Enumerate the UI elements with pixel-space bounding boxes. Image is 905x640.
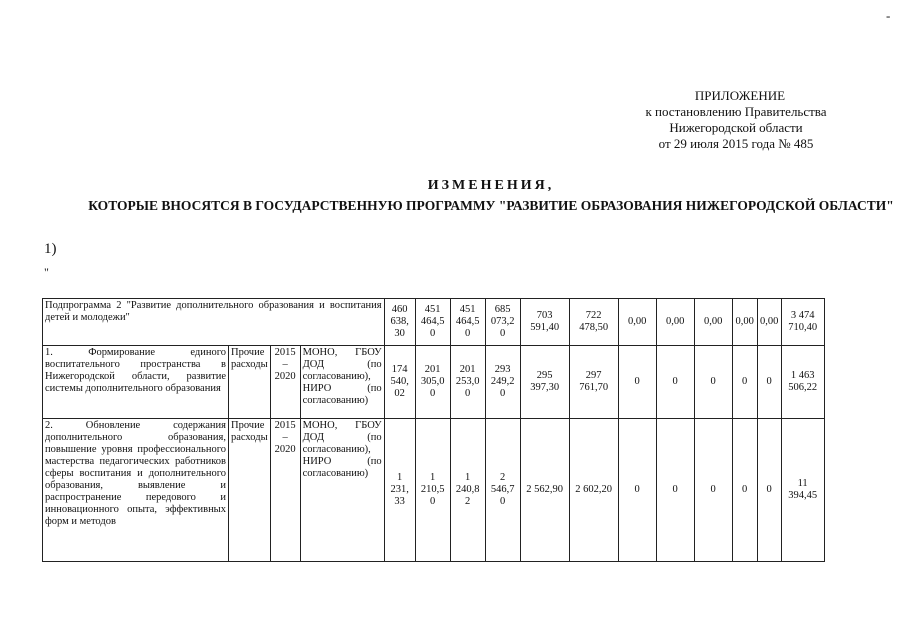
expense-type: Прочие расходы bbox=[229, 346, 271, 419]
value-cell: 0,00 bbox=[694, 299, 732, 346]
value-cell: 201 253,0 0 bbox=[450, 346, 485, 419]
expense-type: Прочие расходы bbox=[229, 419, 271, 562]
value-cell: 685 073,2 0 bbox=[485, 299, 520, 346]
value-cell: 295 397,30 bbox=[520, 346, 569, 419]
value-cell: 0 bbox=[757, 346, 781, 419]
value-cell: 451 464,5 0 bbox=[450, 299, 485, 346]
total-cell: 3 474 710,40 bbox=[781, 299, 824, 346]
value-cell: 0 bbox=[732, 346, 757, 419]
period-cell: 2015 – 2020 bbox=[270, 419, 300, 562]
appendix-title: ПРИЛОЖЕНИЕ bbox=[694, 88, 786, 103]
table-row bbox=[43, 346, 825, 419]
value-cell: 722 478,50 bbox=[569, 299, 618, 346]
document-subtitle: КОТОРЫЕ ВНОСЯТСЯ В ГОСУДАРСТВЕННУЮ ПРОГРАММУ "РАЗВИТИЕ ОБРАЗОВАНИЯ НИЖЕГОРОДСКОЙ ОБЛАСТИ" bbox=[88, 198, 894, 213]
value-cell: 703 591,40 bbox=[520, 299, 569, 346]
value-cell: 0,00 bbox=[757, 299, 781, 346]
value-cell: 201 305,0 0 bbox=[415, 346, 450, 419]
quote-mark: " bbox=[44, 265, 49, 279]
appendix-line-2: к постановлению Правительства bbox=[645, 104, 827, 119]
value-cell: 0,00 bbox=[618, 299, 656, 346]
total-cell: 11 394,45 bbox=[781, 419, 824, 562]
value-cell: 174 540, 02 bbox=[384, 346, 415, 419]
table-row bbox=[43, 419, 825, 562]
measure-name: 2. Обновление содержания дополнительного образования, повышение уровня профессионального мастерства педагогических работников сферы воспитания и дополнительного образования, выявление и распространение передового и инновационного опыта, эффективных форм и методов bbox=[43, 419, 229, 562]
program-table bbox=[42, 298, 825, 562]
value-cell: 2 562,90 bbox=[520, 419, 569, 562]
value-cell: 297 761,70 bbox=[569, 346, 618, 419]
period-cell: 2015 – 2020 bbox=[270, 346, 300, 419]
value-cell: 0 bbox=[694, 419, 732, 562]
appendix-line-4: от 29 июля 2015 года № 485 bbox=[658, 136, 814, 151]
value-cell: 460 638, 30 bbox=[384, 299, 415, 346]
corner-mark: - bbox=[886, 8, 891, 23]
appendix-block bbox=[600, 88, 872, 152]
value-cell: 0 bbox=[656, 346, 694, 419]
value-cell: 0 bbox=[618, 419, 656, 562]
value-cell: 0 bbox=[656, 419, 694, 562]
executor-cell: МОНО, ГБОУ ДОД (по согласованию), НИРО (по согласованию) bbox=[300, 419, 384, 562]
value-cell: 0 bbox=[757, 419, 781, 562]
document-title: ИЗМЕНЕНИЯ, bbox=[427, 178, 555, 193]
value-cell: 2 602,20 bbox=[569, 419, 618, 562]
value-cell: 293 249,2 0 bbox=[485, 346, 520, 419]
value-cell: 0 bbox=[618, 346, 656, 419]
value-cell: 451 464,5 0 bbox=[415, 299, 450, 346]
value-cell: 0 bbox=[732, 419, 757, 562]
section-number: 1) bbox=[44, 241, 57, 257]
measure-name: 1. Формирование единого воспитательного пространства в Нижегородской области, развитие системы дополнительного образования bbox=[43, 346, 229, 419]
total-cell: 1 463 506,22 bbox=[781, 346, 824, 419]
subprogram-row bbox=[43, 299, 825, 346]
value-cell: 0,00 bbox=[656, 299, 694, 346]
value-cell: 2 546,7 0 bbox=[485, 419, 520, 562]
executor-cell: МОНО, ГБОУ ДОД (по согласованию), НИРО (по согласованию) bbox=[300, 346, 384, 419]
value-cell: 0 bbox=[694, 346, 732, 419]
value-cell: 1 210,5 0 bbox=[415, 419, 450, 562]
value-cell: 1 240,8 2 bbox=[450, 419, 485, 562]
value-cell: 0,00 bbox=[732, 299, 757, 346]
subprogram-name: Подпрограмма 2 "Развитие дополнительного образования и воспитания детей и молодежи" bbox=[43, 299, 385, 346]
value-cell: 1 231, 33 bbox=[384, 419, 415, 562]
appendix-line-3: Нижегородской области bbox=[669, 120, 803, 135]
